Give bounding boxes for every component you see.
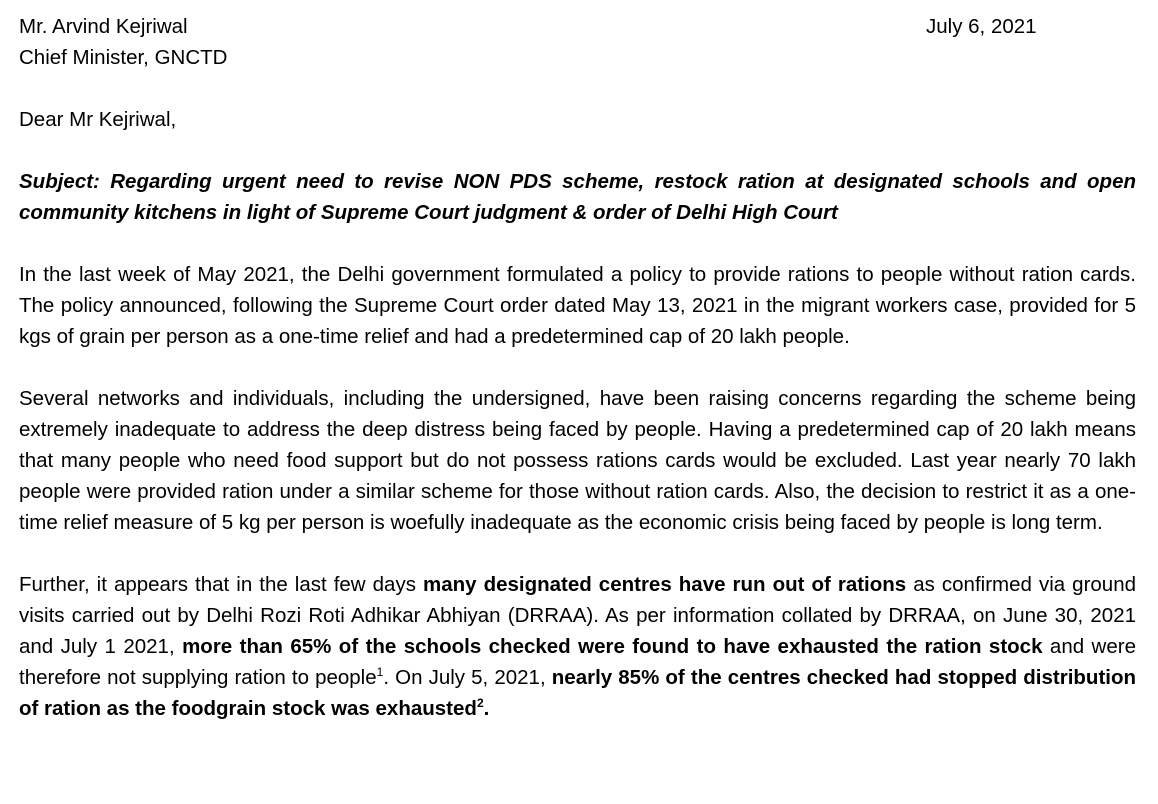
recipient-name: Mr. Arvind Kejriwal [19, 15, 188, 38]
paragraph-3-text-1: Further, it appears that in the last few days [19, 573, 423, 596]
subject-line: Subject: Regarding urgent need to revise NON PDS scheme, restock ration at designated schools and open community kitchens in light of Supreme Court judgment & order of Delhi High Court [19, 170, 1136, 224]
paragraph-3-bold-2: more than 65% of the schools checked were found to have exhausted the ration stock [182, 635, 1043, 658]
paragraph-3-text-3: and were therefore not supplying ration to people [19, 635, 1136, 689]
salutation: Dear Mr Kejriwal, [19, 108, 177, 131]
paragraph-3-text-4: . On July 5, 2021, [383, 666, 552, 689]
paragraph-3-text-2: as confirmed via ground visits carried out by Delhi Rozi Roti Adhikar Abhiyan (DRRAA). As per information collated by DRRAA, on June 30, 2021 and July 1 2021, [19, 573, 1137, 658]
paragraph-2: Several networks and individuals, including the undersigned, have been raising concerns regarding the scheme being extremely inadequate to address the deep distress being faced by people. Having a predetermined cap of 20 lakh means that many people who need food support but do not possess rations cards would be excluded. Last year nearly 70 lakh people were provided ration under a similar scheme for those without ration cards. Also, the decision to restrict it as a one-time relief measure of 5 kg per person is woefully inadequate as the economic crisis being faced by people is long term. [19, 387, 1136, 534]
footnote-marker-1: 1 [376, 665, 384, 680]
footnote-marker-2: 2 [476, 696, 484, 711]
paragraph-3-bold-end: . [483, 697, 490, 720]
paragraph-3-bold-1: many designated centres have run out of rations [422, 573, 907, 596]
paragraph-1: In the last week of May 2021, the Delhi government formulated a policy to provide rations to people without ration cards. The policy announced, following the Supreme Court order dated May 13, 2021 in the migrant workers case, provided for 5 kgs of grain per person as a one-time relief and had a predetermined cap of 20 lakh people. [19, 263, 1136, 348]
paragraph-3-bold-3: nearly 85% of the centres checked had stopped distribution of ration as the foodgrain stock was exhausted [19, 666, 1137, 720]
letter-date: July 6, 2021 [926, 15, 1037, 38]
paragraph-3 [19, 569, 1136, 724]
recipient-title: Chief Minister, GNCTD [19, 46, 228, 69]
